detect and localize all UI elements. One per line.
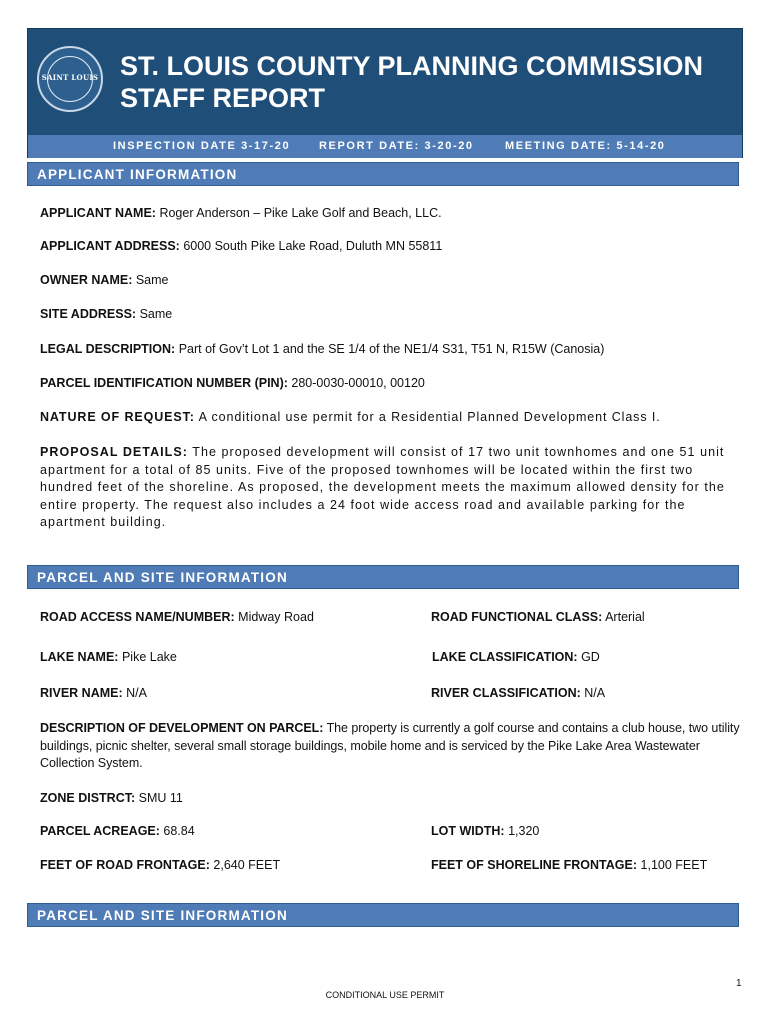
road-class-label: ROAD FUNCTIONAL CLASS:: [431, 610, 603, 624]
nature-of-request-value: A conditional use permit for a Residential Planned Development Class I.: [198, 410, 661, 424]
owner-name-value: Same: [135, 273, 169, 287]
zone-district-label: ZONE DISTRCT:: [40, 791, 136, 805]
parcel-section-header-2: PARCEL AND SITE INFORMATION: [27, 903, 739, 927]
shoreline-frontage-row: [431, 856, 707, 874]
lake-name-value: Pike Lake: [121, 650, 177, 664]
zone-district-value: SMU 11: [138, 791, 183, 805]
lot-width-value: 1,320: [508, 824, 540, 838]
road-class-row: [431, 608, 645, 626]
parcel-acreage-value: 68.84: [163, 824, 195, 838]
applicant-address-label: APPLICANT ADDRESS:: [40, 239, 180, 253]
parcel-section-header: PARCEL AND SITE INFORMATION: [27, 565, 739, 589]
shoreline-frontage-label: FEET OF SHORELINE FRONTAGE:: [431, 858, 638, 872]
county-seal-logo: [37, 46, 103, 112]
river-name-value: N/A: [126, 686, 147, 700]
road-access-label: ROAD ACCESS NAME/NUMBER:: [40, 610, 235, 624]
development-description-value: The property is currently a golf course and contains a club house, two utility buildings, picnic shelter, several small storage buildings, mobile home and is serviced by the Pike Lake Area Wastewater Collection System.: [40, 721, 740, 770]
applicant-name-label: APPLICANT NAME:: [40, 206, 156, 220]
parcel-acreage-row: [40, 822, 195, 840]
legal-description-label: LEGAL DESCRIPTION:: [40, 342, 176, 356]
proposal-details: [40, 444, 730, 532]
page-number: 1: [736, 978, 742, 989]
river-name-row: [40, 684, 147, 702]
river-class-row: [431, 684, 605, 702]
lake-name-label: LAKE NAME:: [40, 650, 119, 664]
road-access-row: [40, 608, 314, 626]
meeting-date: MEETING DATE: 5-14-20: [505, 140, 666, 152]
site-address-value: Same: [139, 307, 173, 321]
site-address-label: SITE ADDRESS:: [40, 307, 137, 321]
title-line-2: STAFF REPORT: [120, 83, 325, 113]
report-date: REPORT DATE: 3-20-20: [319, 140, 474, 152]
road-frontage-label: FEET OF ROAD FRONTAGE:: [40, 858, 210, 872]
title-line-1: ST. LOUIS COUNTY PLANNING COMMISSION: [120, 51, 704, 81]
pin-label: PARCEL IDENTIFICATION NUMBER (PIN):: [40, 376, 288, 390]
inspection-date: INSPECTION DATE 3-17-20: [113, 140, 291, 152]
applicant-name-value: Roger Anderson – Pike Lake Golf and Beach, LLC.: [159, 206, 442, 220]
lot-width-label: LOT WIDTH:: [431, 824, 505, 838]
proposal-details-value: The proposed development will consist of 17 two unit townhomes and one 51 unit apartment for a total of 85 units. Five of the proposed townhomes will be located within the first two hundred feet of the shoreline. As proposed, the development meets the maximum allowed density for the entire property. The request also includes a 24 foot wide access road and available parking for the apartment building.: [40, 445, 725, 529]
applicant-section-header: APPLICANT INFORMATION: [27, 162, 739, 186]
legal-description-row: [40, 340, 604, 358]
shoreline-frontage-value: 1,100 FEET: [640, 858, 708, 872]
site-address-row: [40, 305, 172, 323]
pin-row: [40, 374, 425, 392]
road-class-value: Arterial: [605, 610, 645, 624]
pin-value: 280-0030-00010, 00120: [291, 376, 425, 390]
owner-name-row: [40, 271, 169, 289]
parcel-acreage-label: PARCEL ACREAGE:: [40, 824, 160, 838]
development-description: [40, 720, 740, 773]
page-title: [120, 50, 730, 114]
applicant-address-row: [40, 237, 442, 255]
seal-text: SAINT LOUIS: [41, 73, 99, 82]
road-frontage-row: [40, 856, 280, 874]
nature-of-request-row: [40, 408, 661, 426]
river-class-value: N/A: [584, 686, 606, 700]
applicant-name-row: [40, 204, 442, 222]
road-frontage-value: 2,640 FEET: [213, 858, 281, 872]
lake-class-row: [432, 648, 600, 666]
lot-width-row: [431, 822, 539, 840]
nature-of-request-label: NATURE OF REQUEST:: [40, 410, 195, 424]
development-description-label: DESCRIPTION OF DEVELOPMENT ON PARCEL:: [40, 721, 324, 735]
date-bar: [27, 135, 743, 158]
owner-name-label: OWNER NAME:: [40, 273, 133, 287]
legal-description-value: Part of Gov’t Lot 1 and the SE 1/4 of the NE1/4 S31, T51 N, R15W (Canosia): [178, 342, 605, 356]
applicant-address-value: 6000 South Pike Lake Road, Duluth MN 55811: [183, 239, 443, 253]
river-name-label: RIVER NAME:: [40, 686, 123, 700]
zone-district-row: [40, 789, 183, 807]
lake-class-label: LAKE CLASSIFICATION:: [432, 650, 578, 664]
lake-class-value: GD: [581, 650, 600, 664]
page-footer: CONDITIONAL USE PERMIT: [325, 990, 445, 1000]
proposal-details-label: PROPOSAL DETAILS:: [40, 445, 188, 459]
road-access-value: Midway Road: [238, 610, 314, 624]
lake-name-row: [40, 648, 177, 666]
river-class-label: RIVER CLASSIFICATION:: [431, 686, 581, 700]
